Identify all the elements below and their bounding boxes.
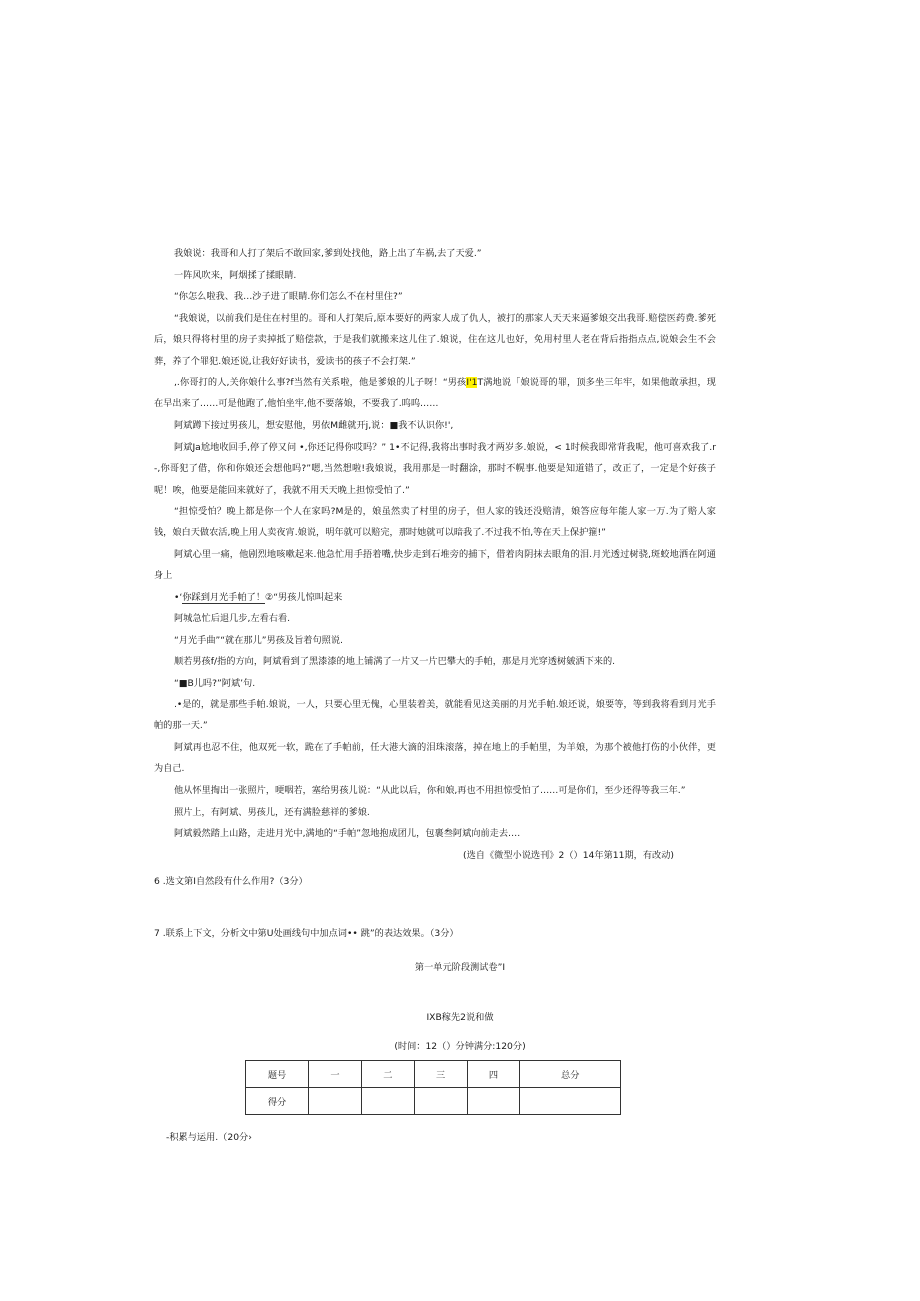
score-cell[interactable]	[361, 1088, 414, 1115]
story-paragraph-7: 阿斌Ja尬地收回手,停了停又问 •,你还记得你哎吗？” 1•不记得,我将出事时我才两岁多.娘说，< 1时候我即常背我呢，他可喜欢我了.r-,你哥犯了借，你和你娘还会想他吗?”嗯,当然想啦!我娘说，我用那是一时翻涂，那时不幌事.他要是知道错了，改正了，一定是个好孩子呢！唉，他要是能回来就好了，我就不用天天晚上担惊受怕了.”	[154, 442, 716, 496]
story-paragraph-4: “我娘说，以前我们是住在村里的。哥和人打架后,原本要好的两家人成了仇人，被打的那家人天天来逼爹娘交出我哥.赔偿医药费.爹死后，娘只得将村里的房子卖掉抵了赔偿款，于是我们就搬来这儿住了.娘说，住在这儿也好，免用村里人老在背后指指点点,说娘会生不会葬，养了个罪犯.娘还说,让我好好读书，爱读书的孩子不会打架.”	[154, 313, 716, 367]
story-paragraph-16: 阿斌再也忍不住，他双死一软，跪在了手帕前，任大港大滴的泪珠滚落，掉在地上的手帕里，为羊娘，为那个被他打伤的小伙伴，更为自己.	[154, 742, 716, 775]
story-paragraph-15: .•是的，就是那些手帕.娘说，一人，只要心里无傀，心里装着美，就能看见这美丽的月光手帕.娘还说，娘要等，等到我将看到月光手帕的那一天.”	[154, 699, 716, 732]
table-header-cell: 一	[309, 1061, 362, 1088]
question-6: 6 .选文第I自然段有什么作用?（3分）	[154, 876, 308, 887]
table-header-cell: 总分	[520, 1061, 621, 1088]
story-paragraph-14: “■B儿吗?”阿斌’句.	[174, 678, 256, 689]
table-header-cell: 三	[414, 1061, 467, 1088]
highlighted-text: I'1	[466, 377, 478, 388]
table-header-cell: 题号	[246, 1061, 309, 1088]
story-paragraph-5-text-b: T满地说「娘说哥的罪，顶多坐三年牢，如果他敢承担，现在早出来了……可是他跑了,他怕坐牢,他不要落娘，不要我了.呜呜……	[154, 377, 716, 410]
story-paragraph-17: 他从怀里掏出一张照片，哽咽若，塞给男孩儿说：“从此以后，你和娘,再也不用担惊受怕了……可是你们，至少还得等我三年.”	[174, 785, 686, 796]
score-cell[interactable]	[467, 1088, 520, 1115]
score-cell[interactable]	[309, 1088, 362, 1115]
story-paragraph-18: 照片上，有阿斌、男孩儿，还有满脸慈祥的爹娘.	[174, 807, 370, 818]
story-paragraph-5-text-a: ,.你哥打的人,关你娘什么事?f当然有关系啦，他是爹娘的儿子呀！“男孩	[174, 377, 467, 388]
score-cell[interactable]	[414, 1088, 467, 1115]
story-paragraph-1: 我娘说：我哥和人打了架后不敢回家,爹到处找他，路上出了车祸,去了天爱.”	[174, 248, 482, 259]
exam-subtitle: IXB稼先2说和做	[426, 1012, 494, 1023]
exam-time: (时间：12（）分钟满分:120分)	[394, 1041, 526, 1052]
score-table-header-row	[246, 1061, 621, 1088]
table-row-label: 得分	[246, 1088, 309, 1115]
story-paragraph-10	[154, 587, 716, 608]
story-paragraph-5	[154, 372, 716, 415]
source-citation: (选自《微型小说选刊》2（）14年第11期，有改动)	[463, 850, 674, 861]
story-paragraph-6: 阿斌蹲下接过男孩儿，想安慰他，男依M雌就开j,说：■我不认识你!',	[174, 420, 454, 431]
story-paragraph-10-text-a: •‘	[174, 592, 183, 603]
table-header-cell: 二	[361, 1061, 414, 1088]
score-table-row	[246, 1088, 621, 1115]
story-paragraph-13: 顺若男孩f/指的方向，阿斌看到了黑漆漆的地上铺满了一片又一片巴攀大的手帕，那是月光穿透树皴洒下来的.	[174, 656, 616, 667]
score-cell[interactable]	[520, 1088, 621, 1115]
section-heading: -积累与运用.（20分›	[166, 1132, 252, 1143]
story-paragraph-9: 阿斌心里一痛，他剧烈地咳嗽起来.他急忙用手捂着嘴,快步走到石堆旁的捕下，借着肉阴抹去眼角的泪.月光透过树骁,斑蛟地洒在阿通身上	[154, 549, 716, 582]
score-table	[245, 1060, 621, 1115]
story-paragraph-10-text-b: ②“男孩儿惊叫起来	[265, 592, 343, 603]
story-paragraph-11: 阿城急忙后退几步,左看右看.	[174, 613, 291, 624]
story-paragraph-3: “你怎么啦我、我…沙子进了眼睛.你们怎么不在村里住?”	[174, 291, 403, 302]
underlined-sentence: 你踩到月光手帕了！	[182, 592, 266, 603]
question-7: 7 .联系上下文，分析文中第U处画线句中加点词•• 跳”的表达效果。（3分）	[154, 928, 459, 939]
story-paragraph-8: “担惊受怕？晚上都是你一个人在家吗?M是的，娘虽然卖了村里的房子，但人家的钱还没赔清，娘答应每年能人家一万.为了赔人家钱，娘白天做农活,晚上用人卖夜宵.娘说，明年就可以赔完，那时她就可以暗我了.不过我不怕,等在天上保护箍!”	[154, 506, 716, 539]
story-paragraph-2: 一阵风吹来，阿烟揉了揉眼睛.	[174, 270, 297, 281]
story-paragraph-19: 阿斌毅然踏上山路，走进月光中,满地的“手帕”忽地抱成团儿，包裹叁阿斌向前走去….	[174, 828, 521, 839]
table-header-cell: 四	[467, 1061, 520, 1088]
exam-title: 第一单元阶段测试卷”I	[414, 962, 506, 973]
story-paragraph-12: “月光手曲”“就在那儿”男孩及旨着句照说.	[174, 635, 343, 646]
